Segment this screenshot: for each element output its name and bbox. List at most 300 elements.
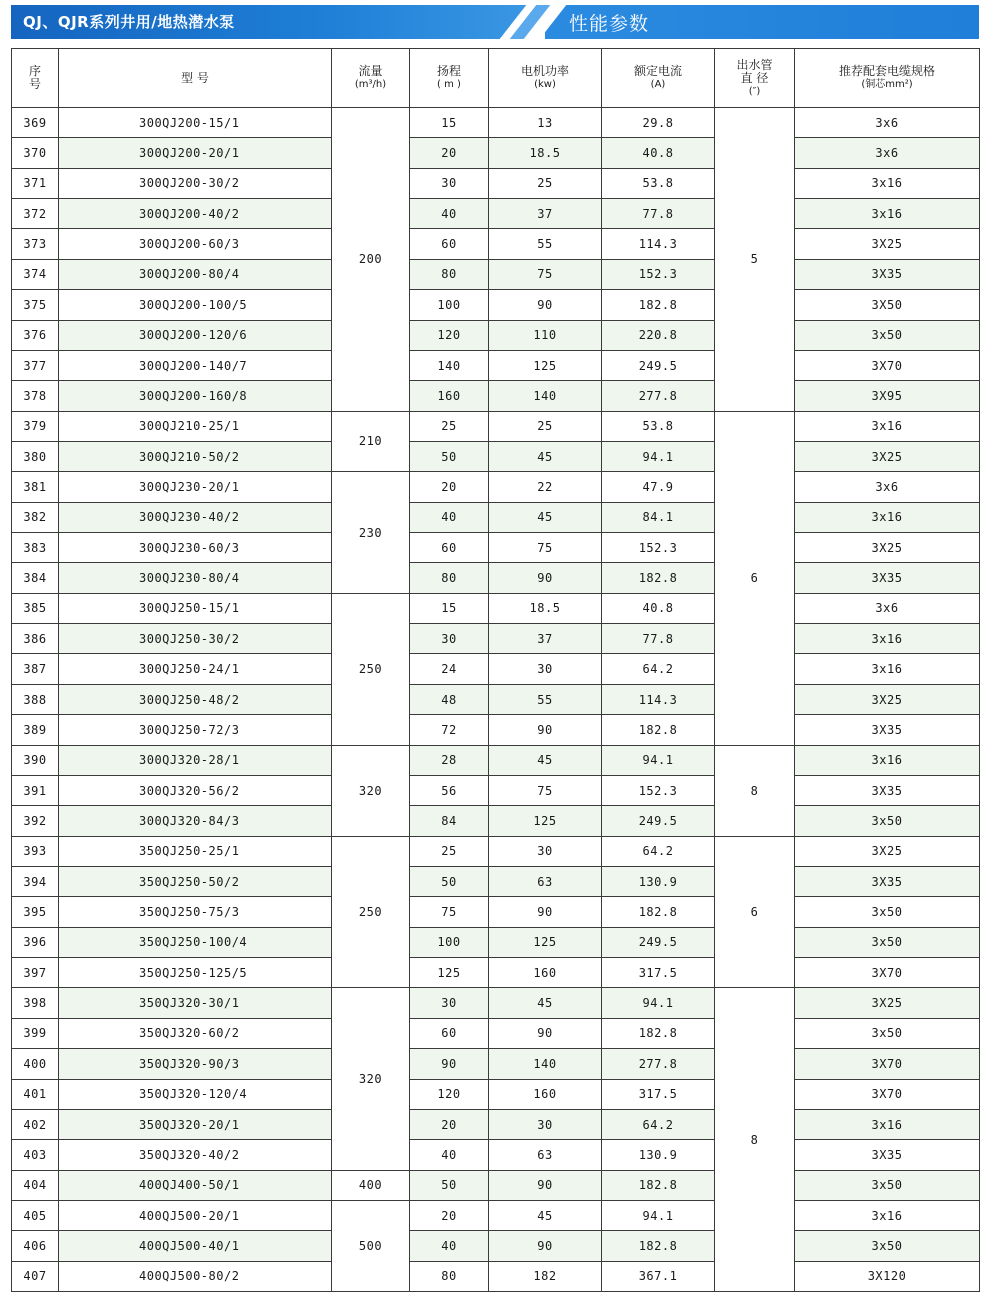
col-model-label: 型 号 [181, 70, 209, 85]
cell-head: 40 [410, 199, 489, 229]
cell-head: 80 [410, 259, 489, 289]
cell-current: 40.8 [602, 138, 715, 168]
cell-cable: 3x50 [795, 897, 980, 927]
col-outlet-label-2: 直 径 [740, 70, 769, 85]
cell-current: 249.5 [602, 350, 715, 380]
cell-head: 40 [410, 1231, 489, 1261]
cell-power: 90 [489, 290, 602, 320]
cell-power: 55 [489, 229, 602, 259]
cell-power: 125 [489, 806, 602, 836]
table-row [12, 168, 980, 198]
cell-flow: 230 [332, 472, 410, 593]
cell-power: 45 [489, 502, 602, 532]
cell-current: 277.8 [602, 1049, 715, 1079]
cell-flow: 320 [332, 988, 410, 1170]
cell-power: 45 [489, 745, 602, 775]
cell-power: 90 [489, 715, 602, 745]
cell-model: 350QJ250-50/2 [59, 866, 332, 896]
cell-head: 50 [410, 866, 489, 896]
cell-current: 367.1 [602, 1261, 715, 1291]
table-body [12, 108, 980, 1292]
cell-head: 20 [410, 1109, 489, 1139]
cell-cable: 3x16 [795, 168, 980, 198]
col-seq [12, 49, 59, 108]
cell-seq: 382 [12, 502, 59, 532]
cell-head: 60 [410, 229, 489, 259]
cell-seq: 399 [12, 1018, 59, 1048]
cell-seq: 392 [12, 806, 59, 836]
cell-model: 350QJ250-100/4 [59, 927, 332, 957]
cell-current: 64.2 [602, 836, 715, 866]
cell-current: 64.2 [602, 1109, 715, 1139]
cell-seq: 398 [12, 988, 59, 1018]
cell-current: 249.5 [602, 806, 715, 836]
cell-head: 24 [410, 654, 489, 684]
col-current [602, 49, 715, 108]
cell-cable: 3X35 [795, 259, 980, 289]
cell-head: 28 [410, 745, 489, 775]
cell-model: 350QJ320-120/4 [59, 1079, 332, 1109]
cell-model: 300QJ200-140/7 [59, 350, 332, 380]
cell-current: 130.9 [602, 866, 715, 896]
cell-current: 94.1 [602, 441, 715, 471]
cell-flow: 250 [332, 836, 410, 988]
table-row [12, 472, 980, 502]
cell-head: 80 [410, 1261, 489, 1291]
cell-seq: 407 [12, 1261, 59, 1291]
cell-head: 90 [410, 1049, 489, 1079]
cell-cable: 3x50 [795, 1231, 980, 1261]
cell-model: 300QJ200-30/2 [59, 168, 332, 198]
cell-head: 100 [410, 927, 489, 957]
cell-current: 130.9 [602, 1140, 715, 1170]
cell-model: 300QJ200-60/3 [59, 229, 332, 259]
cell-model: 400QJ500-40/1 [59, 1231, 332, 1261]
cell-head: 80 [410, 563, 489, 593]
cell-head: 30 [410, 624, 489, 654]
table-row [12, 138, 980, 168]
table-row [12, 1140, 980, 1170]
table-row [12, 745, 980, 775]
cell-seq: 389 [12, 715, 59, 745]
cell-seq: 385 [12, 593, 59, 623]
cell-seq: 403 [12, 1140, 59, 1170]
cell-seq: 402 [12, 1109, 59, 1139]
cell-seq: 377 [12, 350, 59, 380]
cell-current: 317.5 [602, 958, 715, 988]
table-row [12, 320, 980, 350]
cell-power: 45 [489, 1200, 602, 1230]
cell-current: 29.8 [602, 108, 715, 138]
col-model [59, 49, 332, 108]
cell-cable: 3X35 [795, 563, 980, 593]
cell-model: 350QJ250-25/1 [59, 836, 332, 866]
table-row [12, 897, 980, 927]
cell-model: 300QJ210-50/2 [59, 441, 332, 471]
cell-current: 94.1 [602, 1200, 715, 1230]
cell-outlet: 8 [715, 745, 795, 836]
cell-power: 37 [489, 624, 602, 654]
cell-flow: 210 [332, 411, 410, 472]
cell-power: 90 [489, 1231, 602, 1261]
cell-power: 18.5 [489, 593, 602, 623]
cell-seq: 388 [12, 684, 59, 714]
cell-power: 125 [489, 350, 602, 380]
cell-current: 182.8 [602, 290, 715, 320]
cell-current: 53.8 [602, 168, 715, 198]
cell-seq: 374 [12, 259, 59, 289]
cell-model: 350QJ320-40/2 [59, 1140, 332, 1170]
cell-power: 18.5 [489, 138, 602, 168]
cell-cable: 3X25 [795, 684, 980, 714]
cell-seq: 405 [12, 1200, 59, 1230]
cell-current: 77.8 [602, 199, 715, 229]
cell-seq: 371 [12, 168, 59, 198]
cell-power: 25 [489, 411, 602, 441]
cell-cable: 3x50 [795, 927, 980, 957]
performance-table [11, 48, 980, 1292]
cell-cable: 3x16 [795, 624, 980, 654]
header-banner [11, 5, 979, 39]
cell-model: 300QJ320-84/3 [59, 806, 332, 836]
cell-model: 300QJ250-30/2 [59, 624, 332, 654]
cell-cable: 3x16 [795, 654, 980, 684]
cell-current: 220.8 [602, 320, 715, 350]
cell-seq: 376 [12, 320, 59, 350]
cell-power: 110 [489, 320, 602, 350]
cell-seq: 396 [12, 927, 59, 957]
table-row [12, 684, 980, 714]
cell-seq: 370 [12, 138, 59, 168]
cell-power: 160 [489, 1079, 602, 1109]
table-row [12, 715, 980, 745]
col-cable [795, 49, 980, 108]
cell-cable: 3x16 [795, 745, 980, 775]
cell-cable: 3X25 [795, 988, 980, 1018]
cell-current: 114.3 [602, 229, 715, 259]
cell-seq: 380 [12, 441, 59, 471]
cell-model: 300QJ200-15/1 [59, 108, 332, 138]
table-row [12, 1231, 980, 1261]
table-row [12, 593, 980, 623]
cell-seq: 406 [12, 1231, 59, 1261]
table-row [12, 259, 980, 289]
cell-head: 50 [410, 1170, 489, 1200]
cell-seq: 379 [12, 411, 59, 441]
cell-seq: 393 [12, 836, 59, 866]
col-outlet-unit: (″) [748, 85, 761, 97]
cell-outlet: 6 [715, 411, 795, 745]
cell-model: 350QJ320-20/1 [59, 1109, 332, 1139]
cell-cable: 3x50 [795, 1018, 980, 1048]
cell-seq: 373 [12, 229, 59, 259]
cell-model: 300QJ200-40/2 [59, 199, 332, 229]
table-row [12, 988, 980, 1018]
cell-head: 20 [410, 1200, 489, 1230]
cell-seq: 381 [12, 472, 59, 502]
cell-model: 300QJ320-56/2 [59, 775, 332, 805]
col-flow-label: 流量 [358, 64, 383, 78]
cell-power: 13 [489, 108, 602, 138]
cell-head: 40 [410, 1140, 489, 1170]
cell-outlet: 8 [715, 988, 795, 1292]
cell-head: 72 [410, 715, 489, 745]
cell-power: 63 [489, 1140, 602, 1170]
cell-seq: 400 [12, 1049, 59, 1079]
cell-cable: 3X70 [795, 958, 980, 988]
cell-current: 317.5 [602, 1079, 715, 1109]
col-flow-unit: (m³/h) [354, 79, 387, 90]
table-row [12, 775, 980, 805]
cell-model: 350QJ250-125/5 [59, 958, 332, 988]
cell-flow: 400 [332, 1170, 410, 1200]
table-row [12, 108, 980, 138]
table-header-row [12, 49, 980, 108]
cell-outlet: 5 [715, 108, 795, 412]
cell-power: 125 [489, 927, 602, 957]
cell-model: 400QJ400-50/1 [59, 1170, 332, 1200]
cell-power: 75 [489, 775, 602, 805]
cell-current: 94.1 [602, 745, 715, 775]
cell-model: 300QJ320-28/1 [59, 745, 332, 775]
col-power [489, 49, 602, 108]
col-cable-unit: (铜芯mm²) [861, 79, 913, 90]
cell-head: 25 [410, 836, 489, 866]
table-row [12, 1200, 980, 1230]
cell-current: 182.8 [602, 1170, 715, 1200]
table-row [12, 1170, 980, 1200]
table-row [12, 411, 980, 441]
cell-head: 20 [410, 472, 489, 502]
cell-cable: 3x6 [795, 108, 980, 138]
cell-model: 300QJ200-120/6 [59, 320, 332, 350]
cell-flow: 250 [332, 593, 410, 745]
cell-model: 300QJ230-80/4 [59, 563, 332, 593]
table-row [12, 1109, 980, 1139]
cell-cable: 3X35 [795, 715, 980, 745]
cell-seq: 378 [12, 381, 59, 411]
table-row [12, 866, 980, 896]
cell-head: 56 [410, 775, 489, 805]
col-head-unit: ( m ) [437, 79, 461, 90]
cell-current: 182.8 [602, 1018, 715, 1048]
col-seq-label: 序号 [28, 64, 41, 91]
cell-outlet: 6 [715, 836, 795, 988]
cell-model: 300QJ230-40/2 [59, 502, 332, 532]
col-outlet-label-1: 出水管 [736, 57, 773, 72]
cell-head: 30 [410, 988, 489, 1018]
cell-power: 75 [489, 533, 602, 563]
cell-model: 400QJ500-20/1 [59, 1200, 332, 1230]
cell-cable: 3X25 [795, 533, 980, 563]
cell-current: 182.8 [602, 897, 715, 927]
cell-current: 64.2 [602, 654, 715, 684]
cell-power: 30 [489, 654, 602, 684]
table-row [12, 502, 980, 532]
cell-head: 60 [410, 533, 489, 563]
cell-seq: 383 [12, 533, 59, 563]
cell-current: 77.8 [602, 624, 715, 654]
table-row [12, 441, 980, 471]
cell-cable: 3x6 [795, 593, 980, 623]
cell-model: 300QJ210-25/1 [59, 411, 332, 441]
cell-power: 30 [489, 1109, 602, 1139]
cell-seq: 394 [12, 866, 59, 896]
cell-cable: 3x6 [795, 138, 980, 168]
cell-current: 249.5 [602, 927, 715, 957]
cell-seq: 386 [12, 624, 59, 654]
cell-head: 40 [410, 502, 489, 532]
cell-cable: 3X70 [795, 1079, 980, 1109]
cell-current: 53.8 [602, 411, 715, 441]
cell-head: 160 [410, 381, 489, 411]
cell-current: 277.8 [602, 381, 715, 411]
cell-cable: 3x16 [795, 1109, 980, 1139]
cell-cable: 3x16 [795, 502, 980, 532]
cell-seq: 404 [12, 1170, 59, 1200]
cell-current: 152.3 [602, 775, 715, 805]
cell-head: 15 [410, 593, 489, 623]
cell-cable: 3X25 [795, 441, 980, 471]
cell-seq: 390 [12, 745, 59, 775]
col-current-label: 额定电流 [633, 64, 682, 78]
cell-cable: 3X35 [795, 866, 980, 896]
cell-seq: 397 [12, 958, 59, 988]
cell-power: 45 [489, 441, 602, 471]
table-row [12, 654, 980, 684]
cell-cable: 3x50 [795, 1170, 980, 1200]
table-row [12, 1018, 980, 1048]
cell-cable: 3x16 [795, 199, 980, 229]
table-row [12, 927, 980, 957]
section-title: 性能参数 [569, 13, 650, 35]
cell-power: 140 [489, 381, 602, 411]
table-row [12, 836, 980, 866]
cell-head: 125 [410, 958, 489, 988]
cell-cable: 3X50 [795, 290, 980, 320]
cell-head: 20 [410, 138, 489, 168]
cell-current: 182.8 [602, 563, 715, 593]
table-row [12, 533, 980, 563]
table-row [12, 290, 980, 320]
cell-seq: 387 [12, 654, 59, 684]
cell-model: 350QJ320-30/1 [59, 988, 332, 1018]
cell-power: 25 [489, 168, 602, 198]
cell-cable: 3X35 [795, 1140, 980, 1170]
cell-power: 90 [489, 1018, 602, 1048]
table-row [12, 381, 980, 411]
cell-seq: 384 [12, 563, 59, 593]
cell-current: 47.9 [602, 472, 715, 502]
cell-flow: 320 [332, 745, 410, 836]
cell-current: 152.3 [602, 533, 715, 563]
cell-power: 140 [489, 1049, 602, 1079]
cell-model: 300QJ200-100/5 [59, 290, 332, 320]
page-title: QJ、QJR系列井用/地热潜水泵 [23, 13, 235, 31]
cell-power: 63 [489, 866, 602, 896]
cell-head: 15 [410, 108, 489, 138]
cell-cable: 3x16 [795, 411, 980, 441]
cell-power: 160 [489, 958, 602, 988]
cell-cable: 3X25 [795, 229, 980, 259]
cell-power: 75 [489, 259, 602, 289]
cell-seq: 395 [12, 897, 59, 927]
table-row [12, 350, 980, 380]
cell-flow: 500 [332, 1200, 410, 1291]
col-head-label: 扬程 [436, 64, 461, 78]
cell-model: 300QJ250-48/2 [59, 684, 332, 714]
cell-seq: 375 [12, 290, 59, 320]
cell-current: 84.1 [602, 502, 715, 532]
cell-head: 75 [410, 897, 489, 927]
cell-power: 182 [489, 1261, 602, 1291]
cell-current: 182.8 [602, 715, 715, 745]
col-current-unit: (A) [650, 79, 666, 90]
cell-model: 400QJ500-80/2 [59, 1261, 332, 1291]
cell-head: 60 [410, 1018, 489, 1048]
cell-cable: 3X95 [795, 381, 980, 411]
cell-model: 300QJ200-80/4 [59, 259, 332, 289]
table-row [12, 199, 980, 229]
col-power-label: 电机功率 [520, 64, 569, 78]
cell-cable: 3X35 [795, 775, 980, 805]
table-row [12, 1261, 980, 1291]
cell-head: 25 [410, 411, 489, 441]
cell-seq: 369 [12, 108, 59, 138]
cell-model: 300QJ200-160/8 [59, 381, 332, 411]
cell-power: 90 [489, 897, 602, 927]
cell-head: 140 [410, 350, 489, 380]
cell-current: 182.8 [602, 1231, 715, 1261]
cell-flow: 200 [332, 108, 410, 412]
cell-model: 300QJ250-15/1 [59, 593, 332, 623]
col-power-unit: (kw) [534, 79, 556, 90]
cell-seq: 401 [12, 1079, 59, 1109]
cell-power: 37 [489, 199, 602, 229]
table-row [12, 806, 980, 836]
cell-cable: 3X70 [795, 1049, 980, 1079]
cell-model: 300QJ250-24/1 [59, 654, 332, 684]
cell-head: 120 [410, 320, 489, 350]
table-row [12, 1049, 980, 1079]
cell-head: 84 [410, 806, 489, 836]
col-outlet [715, 49, 795, 108]
col-head [410, 49, 489, 108]
col-cable-label: 推荐配套电缆规格 [838, 64, 935, 78]
cell-head: 48 [410, 684, 489, 714]
cell-model: 300QJ200-20/1 [59, 138, 332, 168]
cell-seq: 372 [12, 199, 59, 229]
table-row [12, 1079, 980, 1109]
cell-power: 22 [489, 472, 602, 502]
cell-power: 55 [489, 684, 602, 714]
cell-cable: 3X120 [795, 1261, 980, 1291]
cell-model: 350QJ250-75/3 [59, 897, 332, 927]
col-flow [332, 49, 410, 108]
cell-current: 40.8 [602, 593, 715, 623]
cell-cable: 3x50 [795, 806, 980, 836]
cell-cable: 3X70 [795, 350, 980, 380]
cell-head: 100 [410, 290, 489, 320]
cell-model: 300QJ250-72/3 [59, 715, 332, 745]
cell-power: 30 [489, 836, 602, 866]
cell-head: 50 [410, 441, 489, 471]
cell-head: 30 [410, 168, 489, 198]
cell-current: 114.3 [602, 684, 715, 714]
cell-cable: 3X25 [795, 836, 980, 866]
cell-cable: 3x50 [795, 320, 980, 350]
cell-cable: 3x6 [795, 472, 980, 502]
